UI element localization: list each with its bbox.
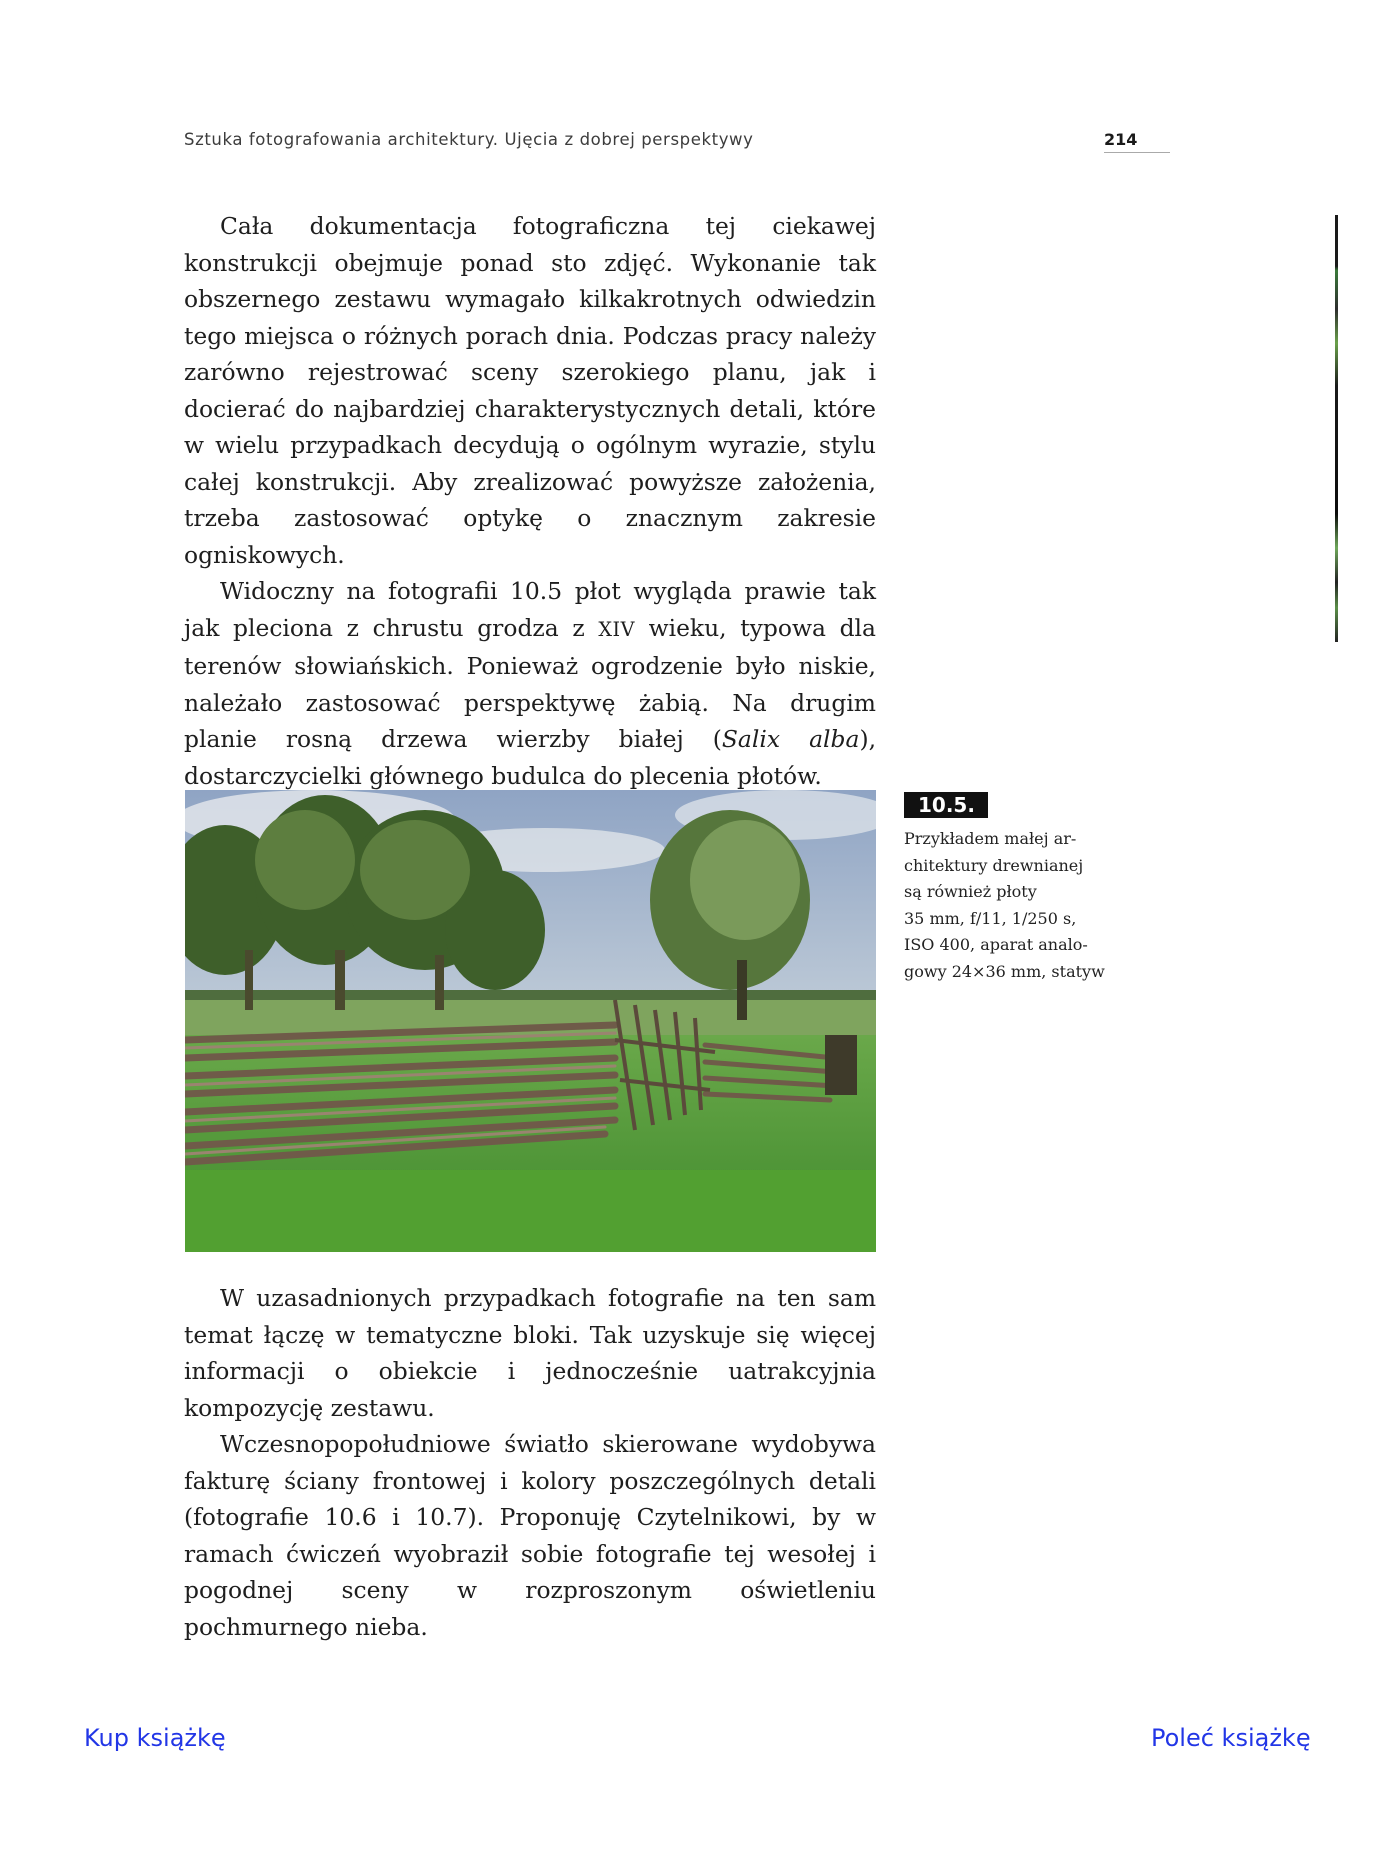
century-roman: XIV (598, 617, 635, 641)
page-number: 214 (1104, 130, 1170, 153)
figure-number-badge: 10.5. (904, 792, 988, 818)
caption-line: są również płoty (904, 882, 1037, 901)
running-header-title: Sztuka fotografowania architektury. Ujęcia z dobrej perspektywy (184, 130, 754, 149)
latin-name: Salix alba (721, 725, 860, 753)
text-span: wieku, typowa dla terenów słowiańskich. Ponieważ ogrodzenie było niskie, należało zastosować perspektywę żabią. Na drugim planie rosną drzewa wierzby białej ( (184, 613, 876, 753)
buy-book-link[interactable]: Kup książkę (84, 1724, 226, 1752)
body-paragraph-fence (184, 573, 876, 794)
text-span: ), dostarczycielki głównego budulca do plecenia płotów. (184, 725, 876, 790)
caption-line: ISO 400, aparat analo- (904, 935, 1088, 954)
fence-photograph (185, 790, 876, 1252)
caption-line: Przykładem małej ar- (904, 829, 1077, 848)
caption-line: 35 mm, f/11, 1/250 s, (904, 908, 1077, 928)
caption-line: gowy 24×36 mm, statyw (904, 961, 1105, 981)
body-paragraph: Wczesnopopołudniowe światło skierowane wydobywa fakturę ściany frontowej i kolory poszczególnych detali (fotografie 10.6 i 10.7). Proponuję Czytelnikowi, by w ramach ćwiczeń wyobraził sobie fotografie tej wesołej i pogodnej sceny w rozproszonym oświetleniu pochmurnego nieba. (184, 1430, 876, 1641)
body-text-top (184, 208, 876, 794)
caption-line: chitektury drewnianej (904, 855, 1084, 875)
body-text-bottom (184, 1280, 876, 1645)
body-paragraph: Cała dokumentacja fotograficzna tej ciekawej konstrukcji obejmuje ponad sto zdjęć. Wykonanie tak obszernego zestawu wymagało kilkakrotnych odwiedzin tego miejsca o różnych porach dnia. Podczas pracy należy zarówno rejestrować sceny szerokiego planu, jak i docierać do najbardziej charakterystycznych detali, które w wielu przypadkach decydują o ogólnym wyrazie, stylu całej konstrukcji. Aby zrealizować powyższe założenia, trzeba zastosować optykę o znacznym zakresie ogniskowych. (184, 212, 876, 569)
figure-caption (904, 826, 1114, 985)
page-edge-marker (1335, 215, 1338, 642)
text-span: Widoczny na fotografii 10.5 płot wygląda prawie tak jak pleciona z chrustu grodza z (184, 577, 876, 642)
recommend-book-link[interactable]: Poleć książkę (1151, 1724, 1311, 1752)
body-paragraph: W uzasadnionych przypadkach fotografie na ten sam temat łączę w tematyczne bloki. Tak uzyskuje się więcej informacji o obiekcie i jednocześnie uatrakcyjnia kompozycję zestawu. (184, 1284, 876, 1422)
